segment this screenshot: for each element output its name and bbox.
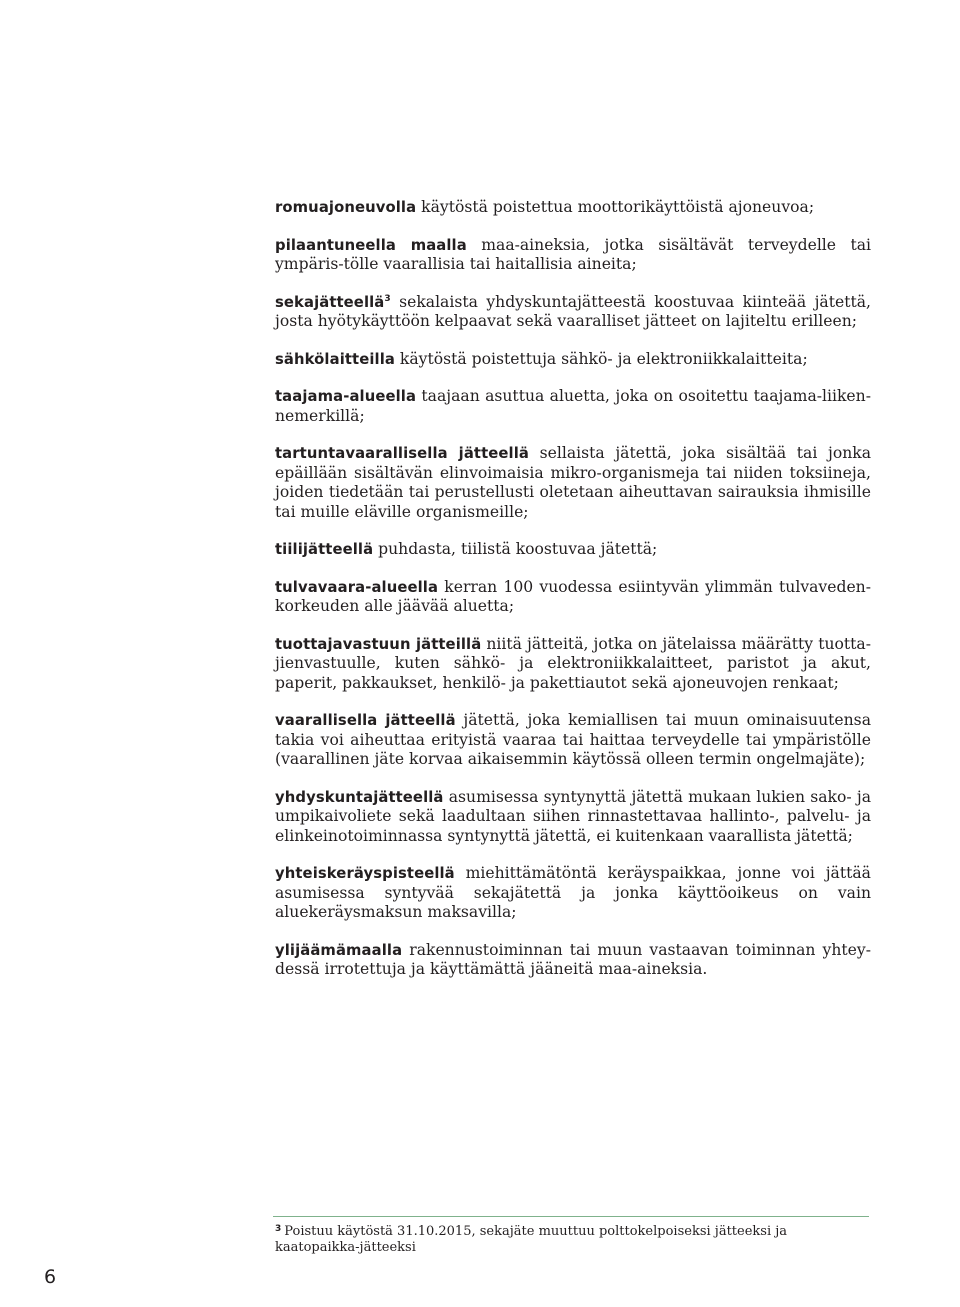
definition: kerran 100 vuodessa esiintyvän ylimmän tulvavedenkorkeuden alle jäävää aluetta; bbox=[275, 577, 871, 615]
definition: rakennustoiminnan tai muun vastaavan toiminnan yhteydessä irrotettuja ja käyttämättä jääneitä maa-aineksia. bbox=[275, 940, 871, 978]
definition-entry bbox=[275, 293, 871, 332]
footnote-reference[interactable]: 3 bbox=[384, 293, 391, 304]
definition: niitä jätteitä, jotka on jätelaissa määrätty tuottajienvastuulle, kuten sähkö- ja elektroniikkalaitteet, paristot ja akut, paperit, pakkaukset, henkilö- ja pakettiautot sekä ajoneuvojen renkaat; bbox=[275, 634, 872, 692]
footnote bbox=[275, 1224, 855, 1256]
term: yhteiskeräyspisteellä bbox=[275, 865, 455, 882]
definition-entry bbox=[275, 941, 871, 980]
term: romuajoneuvolla bbox=[275, 199, 417, 216]
page-number: 6 bbox=[44, 1266, 57, 1288]
definition-entry bbox=[275, 350, 871, 370]
term: ylijäämämaalla bbox=[275, 941, 403, 959]
definition: asumisessa syntynyttä jätettä mukaan lukien sako- ja umpikaivoliete sekä laadultaan siihen rinnastettavaa hallinto-, palvelu- ja elinkeinotoiminnassa syntynyttä jätettä, ei kuitenkaan vaarallista jätettä; bbox=[275, 787, 871, 845]
definition-entry bbox=[275, 864, 871, 923]
definition-entry bbox=[275, 198, 871, 218]
footnote-text: Poistuu käytöstä 31.10.2015, sekajäte muuttuu polttokelpoiseksi jätteeksi ja kaatopaikka-jätteeksi bbox=[275, 1224, 788, 1255]
definition: käytöstä poistettuja sähkö- ja elektroniikkalaitteita; bbox=[399, 349, 808, 368]
definition: sekalaista yhdyskuntajätteestä koostuvaa kiinteää jätettä, josta hyötykäyttöön kelpaavat sekä vaaralliset jätteet on lajiteltu erilleen; bbox=[275, 292, 872, 330]
term: sähkölaitteilla bbox=[275, 350, 395, 368]
term: vaarallisella jätteellä bbox=[275, 712, 456, 729]
definition-entry bbox=[275, 444, 871, 522]
term: yhdyskuntajätteellä bbox=[275, 788, 444, 806]
footnote-divider bbox=[273, 1216, 869, 1217]
definition-entry bbox=[275, 540, 871, 560]
term: tuottajavastuun jätteillä bbox=[275, 635, 482, 653]
definition: taajaan asuttua aluetta, joka on osoitettu taajama-liikennemerkillä; bbox=[275, 387, 871, 425]
footnote-marker: 3 bbox=[275, 1224, 282, 1234]
term: tartuntavaarallisella jätteellä bbox=[275, 445, 529, 462]
definition: miehittämätöntä keräyspaikkaa, jonne voi jättää asumisessa syntyvää sekajätettä ja jonka käyttöoikeus on vain aluekeräysmaksun maksavilla; bbox=[275, 864, 871, 921]
definition-entry bbox=[275, 711, 871, 770]
definition: maa-aineksia, jotka sisältävät terveydelle tai ympäris-tölle vaarallisia tai haitallisia aineita; bbox=[275, 235, 871, 273]
definition: jätettä, joka kemiallisen tai muun ominaisuutensa takia voi aiheuttaa erityistä vaaraa tai haittaa terveydelle tai ympäristölle (vaarallinen jäte korvaa aikaisemmin käytössä olleen termin ongelmajäte); bbox=[275, 711, 871, 768]
definition-entry bbox=[275, 788, 871, 847]
term: tiilijätteellä bbox=[275, 541, 374, 558]
definitions-list bbox=[275, 198, 871, 998]
definition: käytöstä poistettua moottorikäyttöistä ajoneuvoa; bbox=[421, 198, 815, 216]
definition-entry bbox=[275, 635, 871, 694]
definition-entry bbox=[275, 236, 871, 275]
definition: sellaista jätettä, joka sisältää tai jonka epäillään sisältävän elinvoimaisia mikro-organismeja tai niiden toksiineja, joiden tiedetään tai perustellusti oletetaan aiheuttavan sairauksia ihmisille tai muille eläville organismeille; bbox=[275, 444, 871, 521]
definition-entry bbox=[275, 387, 871, 426]
term: tulvavaara-alueella bbox=[275, 578, 439, 596]
definition-entry bbox=[275, 578, 871, 617]
term: taajama-alueella bbox=[275, 388, 417, 405]
definition: puhdasta, tiilistä koostuvaa jätettä; bbox=[378, 540, 658, 558]
term: sekajätteellä bbox=[275, 293, 385, 311]
term: pilaantuneella maalla bbox=[275, 236, 467, 254]
